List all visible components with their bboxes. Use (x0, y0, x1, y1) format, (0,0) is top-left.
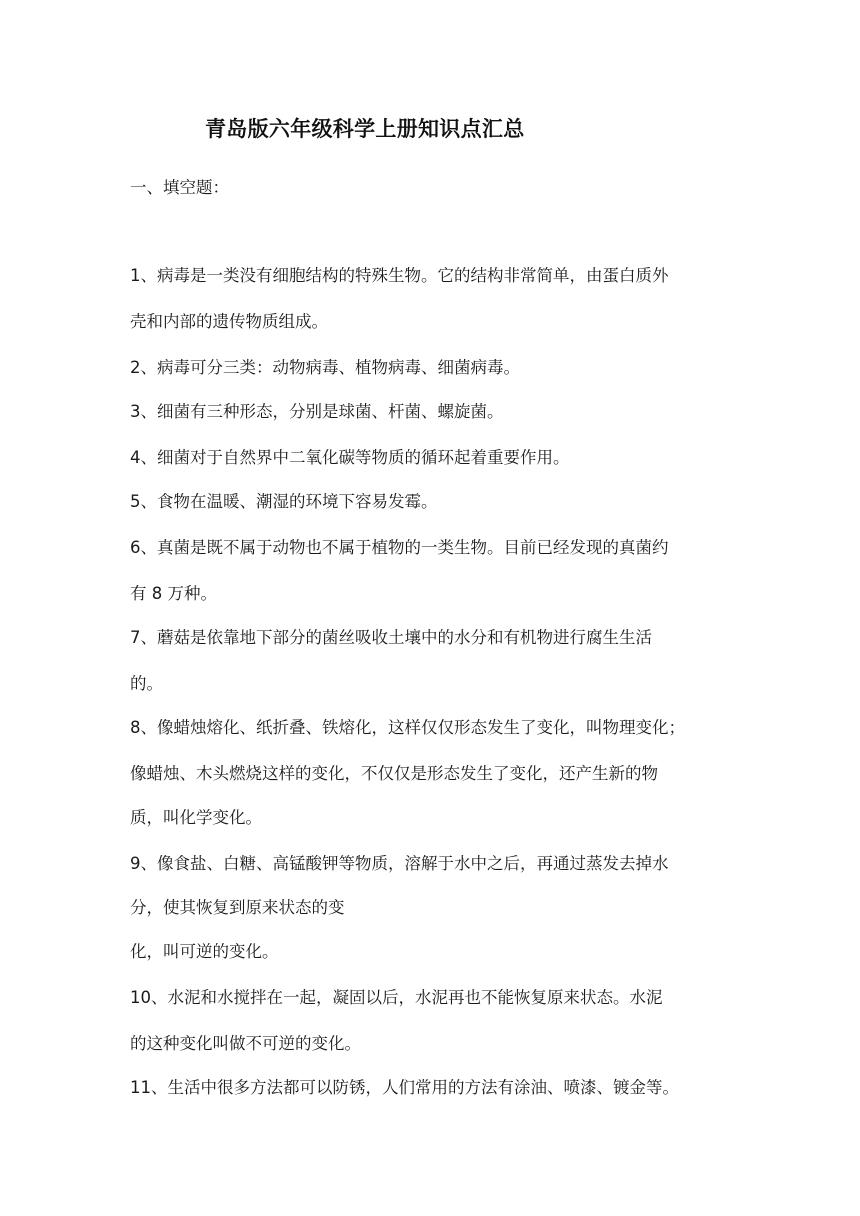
text-line: 质，叫化学变化。 (130, 808, 262, 827)
text-line: 10、水泥和水搅拌在一起，凝固以后，水泥再也不能恢复原来状态。水泥 (130, 988, 663, 1007)
text-line: 化，叫可逆的变化。 (130, 942, 279, 961)
text-line: 11、生活中很多方法都可以防锈，人们常用的方法有涂油、喷漆、镀金等。 (130, 1078, 679, 1097)
text-line: 2、病毒可分三类：动物病毒、植物病毒、细菌病毒。 (130, 358, 520, 377)
text-line: 的这种变化叫做不可逆的变化。 (130, 1034, 361, 1053)
text-line: 8、像蜡烛熔化、纸折叠、铁熔化，这样仅仅形态发生了变化，叫物理变化； (130, 718, 685, 737)
document-title: 青岛版六年级科学上册知识点汇总 (205, 117, 525, 141)
text-line: 的。 (130, 674, 163, 693)
section-heading: 一、填空题： (130, 178, 229, 197)
text-line: 分，使其恢复到原来状态的变 (130, 898, 345, 917)
text-line: 5、食物在温暖、潮湿的环境下容易发霉。 (130, 492, 438, 511)
text-line: 4、细菌对于自然界中二氧化碳等物质的循环起着重要作用。 (130, 448, 570, 467)
text-line: 壳和内部的遗传物质组成。 (130, 312, 328, 331)
text-line: 像蜡烛、木头燃烧这样的变化，不仅仅是形态发生了变化，还产生新的物 (130, 764, 658, 783)
text-line: 3、细菌有三种形态，分别是球菌、杆菌、螺旋菌。 (130, 402, 504, 421)
text-line: 有 8 万种。 (130, 584, 217, 603)
text-line: 6、真菌是既不属于动物也不属于植物的一类生物。目前已经发现的真菌约 (130, 538, 669, 557)
text-line: 9、像食盐、白糖、高锰酸钾等物质，溶解于水中之后，再通过蒸发去掉水 (130, 854, 669, 873)
text-line: 1、病毒是一类没有细胞结构的特殊生物。它的结构非常简单，由蛋白质外 (130, 266, 669, 285)
text-line: 7、蘑菇是依靠地下部分的菌丝吸收土壤中的水分和有机物进行腐生生活 (130, 628, 652, 647)
